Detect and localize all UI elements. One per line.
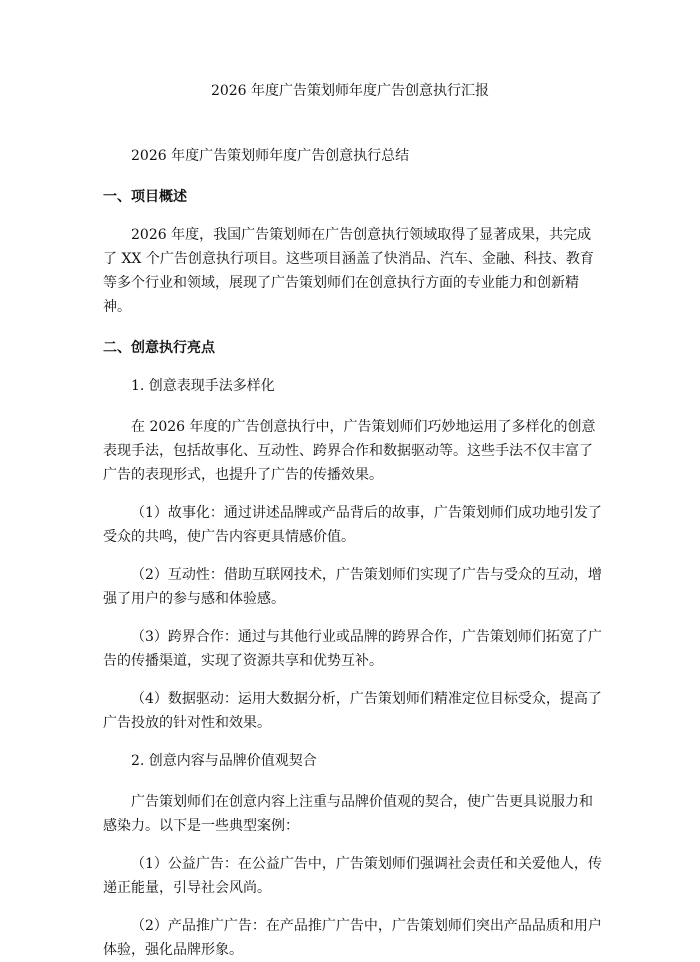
subsection-intro-paragraph: 在 2026 年度的广告创意执行中，广告策划师们巧妙地运用了多样化的创意表现手法，包括故事化、互动性、跨界合作和数据驱动等。这些手法不仅丰富了广告的表现形式，也提升了广告的传播效果。 (103, 419, 596, 483)
section-heading-highlights: 二、创意执行亮点 (103, 340, 215, 356)
list-item-interactivity: （2）互动性：借助互联网技术，广告策划师们实现了广告与受众的互动，增强了用户的参与感和体验感。 (103, 567, 602, 607)
subsection-heading-diverse-techniques: 1. 创意表现手法多样化 (131, 378, 275, 394)
overview-paragraph: 2026 年度，我国广告策划师在广告创意执行领域取得了显著成果，共完成了 XX 个广告创意执行项目。这些项目涵盖了快消品、汽车、金融、科技、教育等多个行业和领域，展现了广告策划师们在创意执行方面的专业能力和创新精神。 (103, 227, 594, 315)
list-item-storytelling: （1）故事化：通过讲述品牌或产品背后的故事，广告策划师们成功地引发了受众的共鸣，使广告内容更具情感价值。 (103, 505, 602, 545)
subsection-intro-paragraph-2: 广告策划师们在创意内容上注重与品牌价值观的契合，使广告更具说服力和感染力。以下是一些典型案例： (103, 794, 593, 834)
list-item-product-promotion-ad: （2）产品推广广告：在产品推广广告中，广告策划师们突出产品品质和用户体验，强化品牌形象。 (103, 918, 602, 958)
section-heading-overview: 一、项目概述 (103, 189, 187, 205)
list-item-data-driven: （4）数据驱动：运用大数据分析，广告策划师们精准定位目标受众，提高了广告投放的针对性和效果。 (103, 691, 602, 731)
document-body (103, 144, 602, 962)
document-title: 2026 年度广告策划师年度广告创意执行汇报 (210, 83, 490, 99)
list-item-crossover: （3）跨界合作：通过与其他行业或品牌的跨界合作，广告策划师们拓宽了广告的传播渠道，实现了资源共享和优势互补。 (103, 629, 602, 669)
subsection-heading-brand-values: 2. 创意内容与品牌价值观契合 (131, 753, 317, 769)
document-subtitle: 2026 年度广告策划师年度广告创意执行总结 (131, 148, 410, 164)
list-item-public-service-ad: （1）公益广告：在公益广告中，广告策划师们强调社会责任和关爱他人，传递正能量，引导社会风尚。 (103, 856, 602, 896)
